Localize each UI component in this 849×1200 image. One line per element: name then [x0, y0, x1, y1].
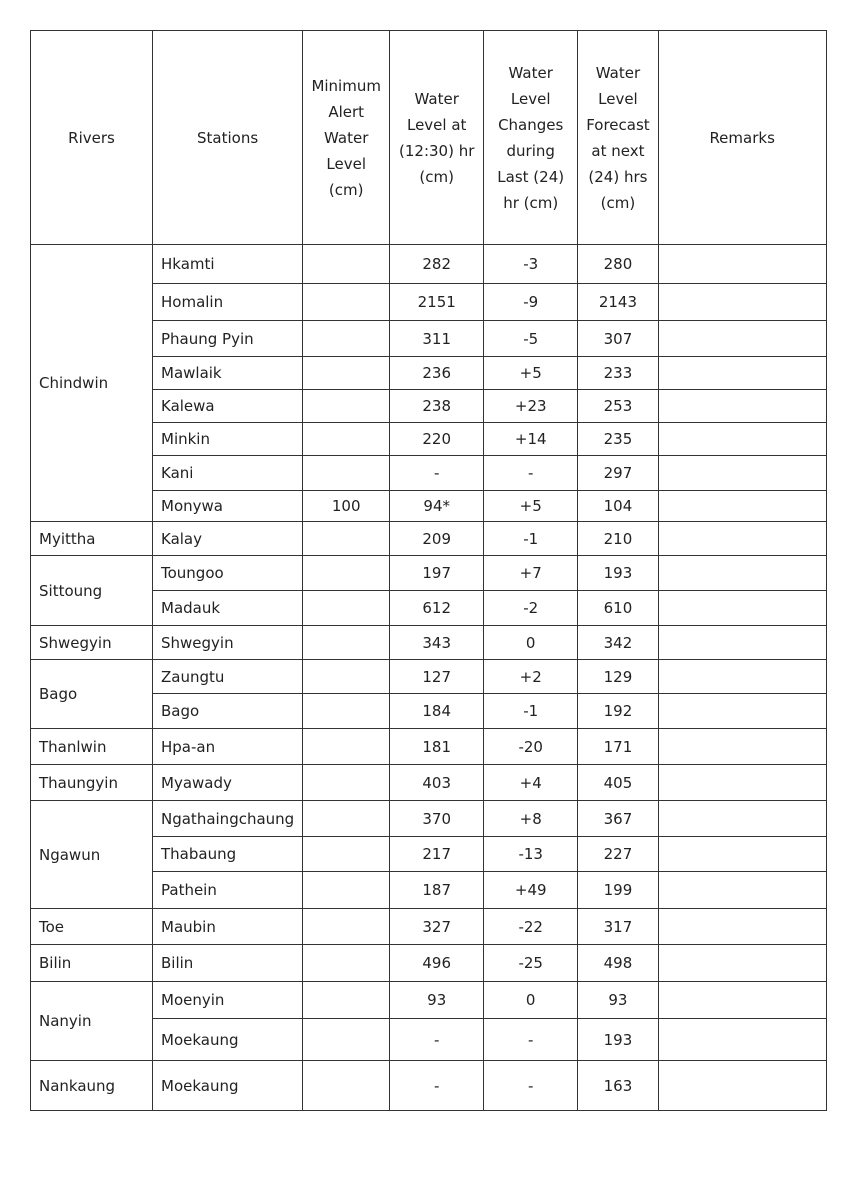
station-cell: Moekaung [153, 1019, 303, 1061]
header-rivers: Rivers [31, 31, 153, 245]
remarks-cell [658, 491, 826, 522]
water-level-report [30, 30, 827, 1111]
alert-level-cell [303, 729, 390, 765]
remarks-cell [658, 456, 826, 491]
water-level-cell: 311 [390, 321, 484, 357]
remarks-cell [658, 1019, 826, 1061]
forecast-cell: 210 [578, 522, 658, 556]
forecast-cell: 405 [578, 765, 658, 801]
remarks-cell [658, 321, 826, 357]
remarks-cell [658, 522, 826, 556]
level-change-cell: -5 [484, 321, 578, 357]
station-cell: Monywa [153, 491, 303, 522]
level-change-cell: -3 [484, 245, 578, 284]
river-cell: Bilin [31, 945, 153, 982]
header-water-level: Water Level at (12:30) hr (cm) [390, 31, 484, 245]
alert-level-cell [303, 556, 390, 591]
remarks-cell [658, 556, 826, 591]
forecast-cell: 104 [578, 491, 658, 522]
level-change-cell: -1 [484, 522, 578, 556]
remarks-cell [658, 660, 826, 694]
river-cell: Nanyin [31, 982, 153, 1061]
level-change-cell: - [484, 1019, 578, 1061]
level-change-cell: -22 [484, 909, 578, 945]
forecast-cell: 317 [578, 909, 658, 945]
level-change-cell: -1 [484, 694, 578, 729]
forecast-cell: 253 [578, 390, 658, 423]
remarks-cell [658, 694, 826, 729]
alert-level-cell [303, 456, 390, 491]
alert-level-cell [303, 909, 390, 945]
station-cell: Bago [153, 694, 303, 729]
water-level-cell: 209 [390, 522, 484, 556]
station-cell: Homalin [153, 284, 303, 321]
level-change-cell: - [484, 456, 578, 491]
forecast-cell: 2143 [578, 284, 658, 321]
station-cell: Kalay [153, 522, 303, 556]
remarks-cell [658, 729, 826, 765]
station-cell: Madauk [153, 591, 303, 626]
level-change-cell: -2 [484, 591, 578, 626]
forecast-cell: 227 [578, 837, 658, 872]
alert-level-cell [303, 872, 390, 909]
table-row [31, 660, 827, 694]
forecast-cell: 193 [578, 1019, 658, 1061]
remarks-cell [658, 423, 826, 456]
remarks-cell [658, 626, 826, 660]
header-stations: Stations [153, 31, 303, 245]
alert-level-cell [303, 765, 390, 801]
alert-level-cell [303, 245, 390, 284]
forecast-cell: 498 [578, 945, 658, 982]
remarks-cell [658, 765, 826, 801]
water-level-cell: 184 [390, 694, 484, 729]
table-row [31, 1061, 827, 1111]
station-cell: Toungoo [153, 556, 303, 591]
station-cell: Shwegyin [153, 626, 303, 660]
station-cell: Hpa-an [153, 729, 303, 765]
remarks-cell [658, 390, 826, 423]
remarks-cell [658, 837, 826, 872]
remarks-cell [658, 1061, 826, 1111]
remarks-cell [658, 909, 826, 945]
water-level-cell: 127 [390, 660, 484, 694]
river-cell: Sittoung [31, 556, 153, 626]
station-cell: Myawady [153, 765, 303, 801]
river-cell: Ngawun [31, 801, 153, 909]
alert-level-cell [303, 591, 390, 626]
table-row [31, 765, 827, 801]
station-cell: Moekaung [153, 1061, 303, 1111]
alert-level-cell [303, 660, 390, 694]
river-cell: Thanlwin [31, 729, 153, 765]
water-level-cell: 403 [390, 765, 484, 801]
water-level-cell: 327 [390, 909, 484, 945]
forecast-cell: 93 [578, 982, 658, 1019]
forecast-cell: 297 [578, 456, 658, 491]
forecast-cell: 235 [578, 423, 658, 456]
level-change-cell: +4 [484, 765, 578, 801]
river-cell: Nankaung [31, 1061, 153, 1111]
table-row [31, 945, 827, 982]
station-cell: Phaung Pyin [153, 321, 303, 357]
table-row [31, 245, 827, 284]
alert-level-cell [303, 945, 390, 982]
table-row [31, 909, 827, 945]
level-change-cell: 0 [484, 982, 578, 1019]
remarks-cell [658, 982, 826, 1019]
river-cell: Bago [31, 660, 153, 729]
alert-level-cell [303, 1061, 390, 1111]
station-cell: Zaungtu [153, 660, 303, 694]
forecast-cell: 280 [578, 245, 658, 284]
table-row [31, 982, 827, 1019]
water-level-cell: - [390, 1061, 484, 1111]
alert-level-cell [303, 1019, 390, 1061]
header-remarks: Remarks [658, 31, 826, 245]
station-cell: Thabaung [153, 837, 303, 872]
forecast-cell: 367 [578, 801, 658, 837]
river-cell: Shwegyin [31, 626, 153, 660]
forecast-cell: 192 [578, 694, 658, 729]
station-cell: Maubin [153, 909, 303, 945]
water-level-cell: 343 [390, 626, 484, 660]
level-change-cell: -20 [484, 729, 578, 765]
alert-level-cell [303, 423, 390, 456]
water-level-cell: 181 [390, 729, 484, 765]
alert-level-cell [303, 522, 390, 556]
alert-level-cell [303, 357, 390, 390]
water-level-cell: 94* [390, 491, 484, 522]
river-cell: Thaungyin [31, 765, 153, 801]
table-body [31, 245, 827, 1111]
remarks-cell [658, 284, 826, 321]
water-level-cell: 93 [390, 982, 484, 1019]
water-level-cell: 496 [390, 945, 484, 982]
level-change-cell: -25 [484, 945, 578, 982]
water-level-cell: 220 [390, 423, 484, 456]
water-level-cell: - [390, 456, 484, 491]
forecast-cell: 129 [578, 660, 658, 694]
table-row [31, 522, 827, 556]
level-change-cell: +14 [484, 423, 578, 456]
alert-level-cell [303, 284, 390, 321]
station-cell: Kalewa [153, 390, 303, 423]
header-changes: Water Level Changes during Last (24) hr (cm) [484, 31, 578, 245]
remarks-cell [658, 357, 826, 390]
station-cell: Minkin [153, 423, 303, 456]
station-cell: Moenyin [153, 982, 303, 1019]
station-cell: Mawlaik [153, 357, 303, 390]
forecast-cell: 610 [578, 591, 658, 626]
remarks-cell [658, 872, 826, 909]
level-change-cell: +7 [484, 556, 578, 591]
remarks-cell [658, 245, 826, 284]
level-change-cell: -13 [484, 837, 578, 872]
table-row [31, 729, 827, 765]
remarks-cell [658, 945, 826, 982]
alert-level-cell [303, 626, 390, 660]
water-level-cell: 612 [390, 591, 484, 626]
forecast-cell: 233 [578, 357, 658, 390]
header-min-alert: Minimum Alert Water Level (cm) [303, 31, 390, 245]
forecast-cell: 342 [578, 626, 658, 660]
remarks-cell [658, 801, 826, 837]
river-cell: Myittha [31, 522, 153, 556]
water-level-cell: 238 [390, 390, 484, 423]
table-row [31, 626, 827, 660]
level-change-cell: +5 [484, 491, 578, 522]
forecast-cell: 199 [578, 872, 658, 909]
level-change-cell: +49 [484, 872, 578, 909]
alert-level-cell [303, 321, 390, 357]
station-cell: Ngathaingchaung [153, 801, 303, 837]
level-change-cell: -9 [484, 284, 578, 321]
forecast-cell: 307 [578, 321, 658, 357]
water-level-cell: 197 [390, 556, 484, 591]
alert-level-cell [303, 694, 390, 729]
alert-level-cell [303, 801, 390, 837]
station-cell: Kani [153, 456, 303, 491]
level-change-cell: 0 [484, 626, 578, 660]
station-cell: Pathein [153, 872, 303, 909]
water-level-table [30, 30, 827, 1111]
station-cell: Bilin [153, 945, 303, 982]
water-level-cell: - [390, 1019, 484, 1061]
alert-level-cell [303, 837, 390, 872]
table-row [31, 556, 827, 591]
forecast-cell: 171 [578, 729, 658, 765]
alert-level-cell [303, 390, 390, 423]
header-row [31, 31, 827, 245]
remarks-cell [658, 591, 826, 626]
level-change-cell: +8 [484, 801, 578, 837]
station-cell: Hkamti [153, 245, 303, 284]
forecast-cell: 193 [578, 556, 658, 591]
level-change-cell: +2 [484, 660, 578, 694]
river-cell: Toe [31, 909, 153, 945]
water-level-cell: 236 [390, 357, 484, 390]
water-level-cell: 217 [390, 837, 484, 872]
alert-level-cell [303, 982, 390, 1019]
level-change-cell: +23 [484, 390, 578, 423]
water-level-cell: 2151 [390, 284, 484, 321]
water-level-cell: 282 [390, 245, 484, 284]
water-level-cell: 370 [390, 801, 484, 837]
header-forecast: Water Level Forecast at next (24) hrs (cm) [578, 31, 658, 245]
level-change-cell: +5 [484, 357, 578, 390]
forecast-cell: 163 [578, 1061, 658, 1111]
level-change-cell: - [484, 1061, 578, 1111]
alert-level-cell: 100 [303, 491, 390, 522]
water-level-cell: 187 [390, 872, 484, 909]
table-row [31, 801, 827, 837]
river-cell: Chindwin [31, 245, 153, 522]
